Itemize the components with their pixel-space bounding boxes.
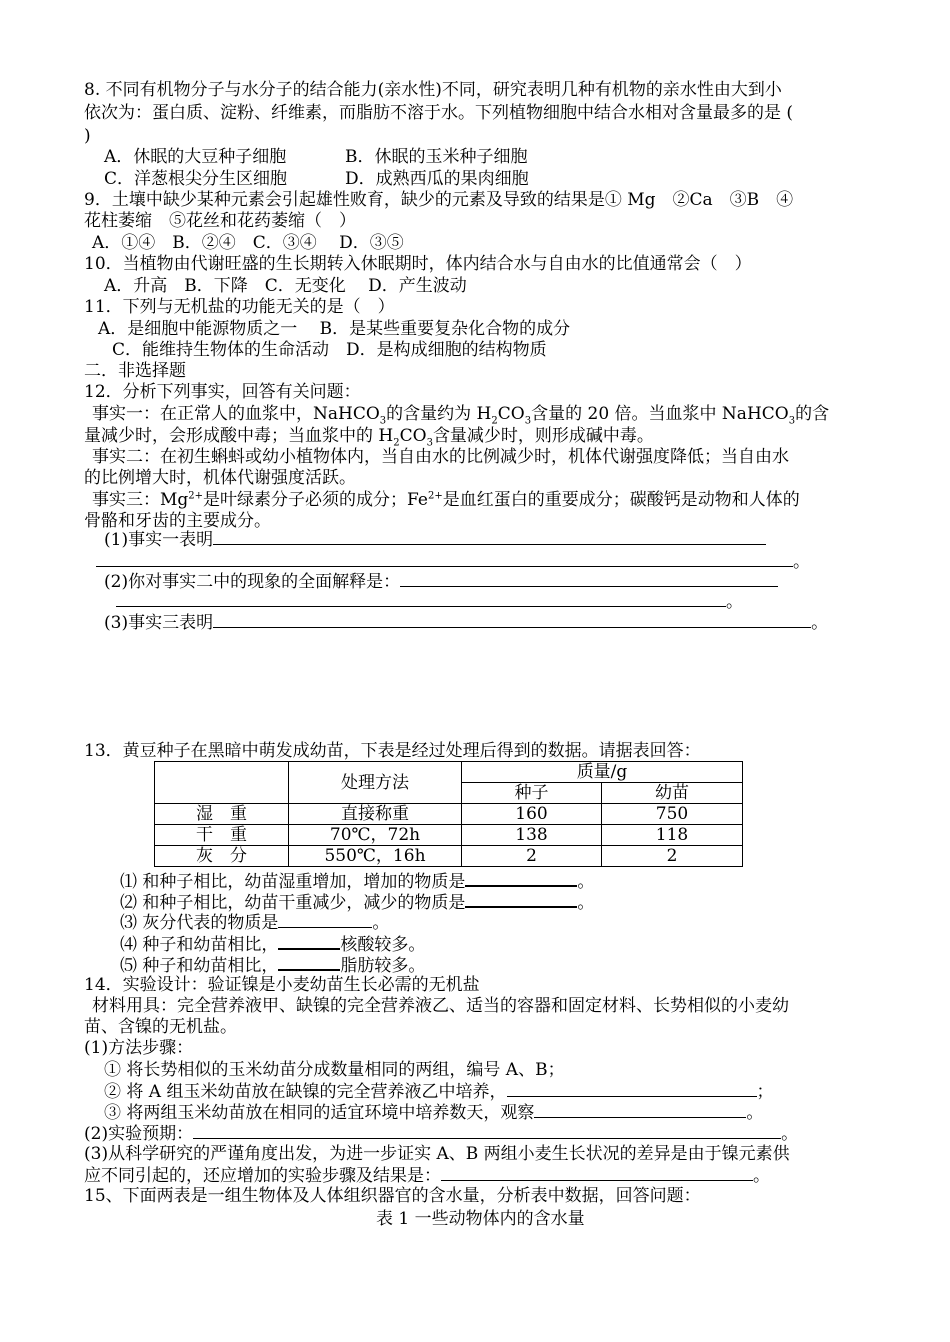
- q12-fact2-line2: 的比例增大时，机体代谢强度活跃。: [84, 468, 356, 488]
- answer-blank[interactable]: [116, 591, 726, 607]
- row-seedling: 2: [602, 846, 743, 867]
- table-row: [155, 804, 743, 825]
- q13-data-table: [154, 761, 743, 867]
- answer-blank[interactable]: [213, 529, 766, 545]
- q14-step3: ③ 将两组玉米幼苗放在相同的适宜环境中培养数天，观察 。: [104, 1103, 764, 1123]
- row-seed: 138: [462, 825, 602, 846]
- row-method: 直接称重: [289, 804, 462, 825]
- q8-option-c: C．洋葱根尖分生区细胞: [104, 169, 288, 189]
- table-corner-cell: [155, 762, 289, 804]
- q11-options-cd: C．能维持生物体的生命活动 D．是构成细胞的结构物质: [112, 340, 547, 360]
- q12-fact2-line1: 事实二：在初生蝌蚪或幼小植物体内，当自由水的比例减少时，机体代谢强度降低；当自由水: [92, 447, 789, 467]
- answer-blank[interactable]: [400, 571, 778, 587]
- q12-fact1-line2: 量减少时，会形成酸中毒；当血浆中的 $H_2CO_3$含量减少时，则形成碱中毒。: [84, 426, 654, 449]
- answer-blank[interactable]: [193, 1123, 781, 1139]
- answer-blank[interactable]: [534, 1102, 746, 1118]
- q8-option-d: D．成熟西瓜的果肉细胞: [345, 169, 529, 189]
- answer-blank[interactable]: [96, 551, 793, 567]
- table-header-seed: 种子: [462, 783, 602, 804]
- table-header-mass: 质量/g: [462, 762, 743, 783]
- q12-sub2-cont: 。: [116, 591, 743, 613]
- q8-line2: 依次为：蛋白质、淀粉、纤维素，而脂肪不溶于水。下列植物细胞中结合水相对含量最多的是 (: [84, 103, 794, 123]
- table-header-seedling: 幼苗: [602, 783, 743, 804]
- answer-blank[interactable]: [465, 891, 577, 908]
- q14-step2: ② 将 A 组玉米幼苗放在缺镍的完全营养液乙中培养， ；: [104, 1082, 774, 1102]
- q8-option-b: B．休眠的玉米种子细胞: [345, 147, 528, 167]
- q9-options: A．①④ B．②④ C．③④ D．③⑤: [92, 233, 404, 253]
- q12-fact3-line2: 骨骼和牙齿的主要成分。: [84, 511, 271, 531]
- q14-expect: (2)实验预期： 。: [84, 1124, 799, 1144]
- q11-options-ab: A．是细胞中能源物质之一 B．是某些重要复杂化合物的成分: [98, 319, 571, 339]
- row-method: 70℃，72h: [289, 825, 462, 846]
- answer-blank[interactable]: [441, 1165, 753, 1181]
- table-row: [155, 846, 743, 867]
- row-name: 湿 重: [155, 804, 289, 825]
- row-seedling: 750: [602, 804, 743, 825]
- q14-rigor-line2: 应不同引起的，还应增加的实验步骤及结果是： 。: [84, 1166, 770, 1186]
- q13-sub2: ⑵ 和种子相比，幼苗干重减少，减少的物质是 。: [120, 893, 595, 913]
- q15-stem: 15、下面两表是一组生物体及人体组织器官的含水量，分析表中数据，回答问题：: [84, 1186, 701, 1206]
- q14-method-heading: (1)方法步骤：: [84, 1038, 194, 1058]
- q8-line1: 8. 不同有机物分子与水分子的结合能力(亲水性)不同，研究表明几种有机物的亲水性由大到小: [84, 80, 782, 100]
- answer-blank[interactable]: [213, 612, 811, 628]
- q12-sub1-cont: 。: [96, 551, 810, 573]
- q14-step1: ① 将长势相似的玉米幼苗分成数量相同的两组，编号 A、B；: [104, 1060, 565, 1080]
- q14-materials-line1: 材料用具：完全营养液甲、缺镍的完全营养液乙、适当的容器和固定材料、长势相似的小麦幼: [92, 996, 789, 1016]
- answer-blank[interactable]: [278, 954, 340, 971]
- q12-fact1-line1: 事实一：在正常人的血浆中，NaHCO$_3$的含量约为 $H_2CO_3$含量的 20 倍。当血浆中 NaHCO$_3$的含: [92, 404, 830, 427]
- row-method: 550℃，16h: [289, 846, 462, 867]
- q9-line2: 花柱萎缩 ⑤花丝和花药萎缩（ ）: [84, 211, 356, 231]
- q13-sub3: ⑶ 灰分代表的物质是 。: [120, 913, 390, 933]
- answer-blank[interactable]: [507, 1081, 757, 1097]
- q11-stem: 11．下列与无机盐的功能无关的是（ ）: [84, 297, 395, 317]
- q12-sub2: (2)你对事实二中的现象的全面解释是：: [104, 571, 778, 593]
- q9-line1: 9．土壤中缺少某种元素会引起雄性败育，缺少的元素及导致的结果是① Mg ②Ca ③B ④: [84, 190, 794, 210]
- table-header-method: 处理方法: [289, 762, 462, 804]
- row-name: 灰 分: [155, 846, 289, 867]
- q15-table-title: 表 1 一些动物体内的含水量: [376, 1209, 585, 1229]
- q12-fact3-line1: 事实三：$Mg^{2+}$是叶绿素分子必须的成分；$Fe^{2+}$是血红蛋白的重要成分；碳酸钙是动物和人体的: [92, 490, 800, 510]
- answer-blank[interactable]: [465, 870, 577, 887]
- row-seedling: 118: [602, 825, 743, 846]
- q12-sub3: (3)事实三表明 。: [104, 613, 829, 633]
- q8-line3: ): [84, 126, 91, 146]
- answer-blank[interactable]: [278, 912, 372, 928]
- q14-stem: 14．实验设计：验证镍是小麦幼苗生长必需的无机盐: [84, 975, 480, 995]
- table-row: [155, 825, 743, 846]
- row-seed: 160: [462, 804, 602, 825]
- answer-blank[interactable]: [278, 933, 340, 950]
- q14-materials-line2: 苗、含镍的无机盐。: [84, 1017, 237, 1037]
- q13-sub1: ⑴ 和种子相比，幼苗湿重增加，增加的物质是 。: [120, 872, 595, 892]
- q12-sub1: (1)事实一表明: [104, 529, 766, 551]
- q10-options: A．升高 B．下降 C．无变化 D．产生波动: [104, 276, 467, 296]
- q12-stem: 12．分析下列事实，回答有关问题：: [84, 382, 361, 402]
- row-seed: 2: [462, 846, 602, 867]
- q13-sub5: ⑸ 种子和幼苗相比， 脂肪较多。: [120, 956, 426, 976]
- q8-option-a: A．休眠的大豆种子细胞: [104, 147, 287, 167]
- q13-stem: 13．黄豆种子在黑暗中萌发成幼苗，下表是经过处理后得到的数据。请据表回答：: [84, 741, 701, 761]
- q14-rigor-line1: (3)从科学研究的严谨角度出发，为进一步证实 A、B 两组小麦生长状况的差异是由于镍元素供: [84, 1144, 790, 1164]
- row-name: 干 重: [155, 825, 289, 846]
- q10-stem: 10．当植物由代谢旺盛的生长期转入休眠期时，体内结合水与自由水的比值通常会（ ）: [84, 254, 752, 274]
- q13-sub4: ⑷ 种子和幼苗相比， 核酸较多。: [120, 935, 426, 955]
- section-heading-nonchoice: 二．非选择题: [84, 361, 186, 381]
